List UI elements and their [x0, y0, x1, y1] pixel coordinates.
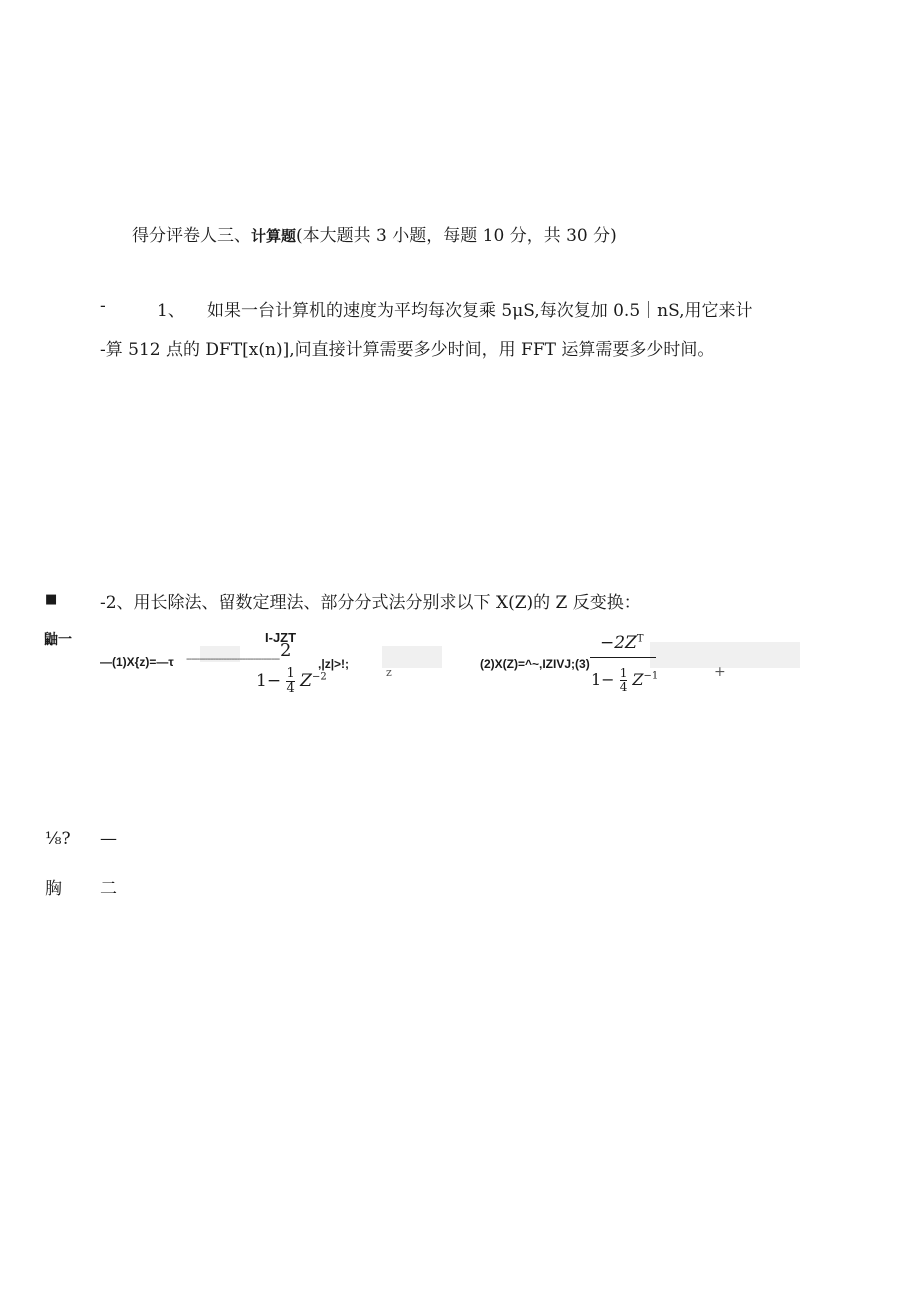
formula-2-den-frac — [620, 667, 628, 694]
formula-2-den-frac-num: 1 — [619, 666, 628, 680]
formula-2-lead: (2)X(Z)=^~,IZIVJ;(3) — [480, 657, 590, 671]
footer-row2-right: 二 — [100, 879, 117, 899]
formula-2-den-var: Z — [632, 670, 644, 689]
formula-1-top: I-JZT — [265, 630, 297, 645]
formula-1-den-var: Z — [300, 671, 312, 691]
formula-1-trail: z — [386, 666, 392, 679]
q2-side-label: 鼬一 — [44, 631, 72, 647]
q1-margin-mark: - — [100, 296, 106, 316]
section-title: 计算题 — [251, 228, 297, 245]
q1-line2-text: 算 512 点的 DFT[x(n)],问直接计算需要多少时间，用 FFT 运算需要多少时间。 — [105, 340, 715, 360]
section-note: (本大题共 3 小题，每题 10 分，共 30 分) — [296, 226, 617, 246]
q1-line1: 如果一台计算机的速度为平均每次复乘 5μS,每次复加 0.5｜nS,用它来计 — [207, 301, 753, 321]
scan-artifact — [382, 646, 442, 668]
formula-2-fraction-bar — [590, 657, 656, 658]
formula-2-den-left: 1− — [591, 670, 615, 689]
formula-1-den-frac-den: 4 — [286, 681, 295, 696]
section-heading — [132, 221, 617, 246]
q1-number: 1、 — [157, 301, 185, 321]
formula-2-den-frac-den: 4 — [619, 680, 628, 694]
formula-1-dashes: ----------------------------------- — [186, 653, 280, 665]
formula-1-numerator: 2 — [280, 640, 292, 661]
formula-2-den-exp: −1 — [643, 670, 659, 682]
footer-row1-right: — — [100, 829, 117, 849]
formula-1-den-frac-num: 1 — [286, 666, 295, 681]
q1-line2-margin: - — [100, 340, 106, 360]
footer-row2-left: 胸 — [45, 879, 62, 899]
formula-1-lead: —(1)X{z)=—τ — [100, 655, 174, 669]
section-prefix: 得分评卷人三、 — [132, 226, 251, 246]
q2-text: -2、用长除法、留数定理法、部分分式法分别求以下 X(Z)的 Z 反变换： — [100, 593, 641, 613]
footer-row1-left: ⅛? — [45, 829, 71, 849]
formula-2-trail: + — [714, 664, 726, 680]
formula-2-num: −2Z — [600, 633, 637, 653]
q2-margin-mark: ■ — [45, 592, 58, 607]
formula-1-den-frac — [286, 667, 294, 696]
q1-line2 — [100, 335, 714, 360]
formula-1-condition: ,|z|>!; — [318, 657, 350, 671]
formula-1-den-exp: −2 — [311, 671, 327, 683]
formula-1-den-left: 1− — [256, 671, 282, 691]
formula-2-numerator — [600, 633, 644, 653]
formula-1-denominator — [256, 667, 327, 696]
formula-2-denominator — [591, 667, 658, 694]
formula-2-num-exp: T — [636, 633, 644, 645]
